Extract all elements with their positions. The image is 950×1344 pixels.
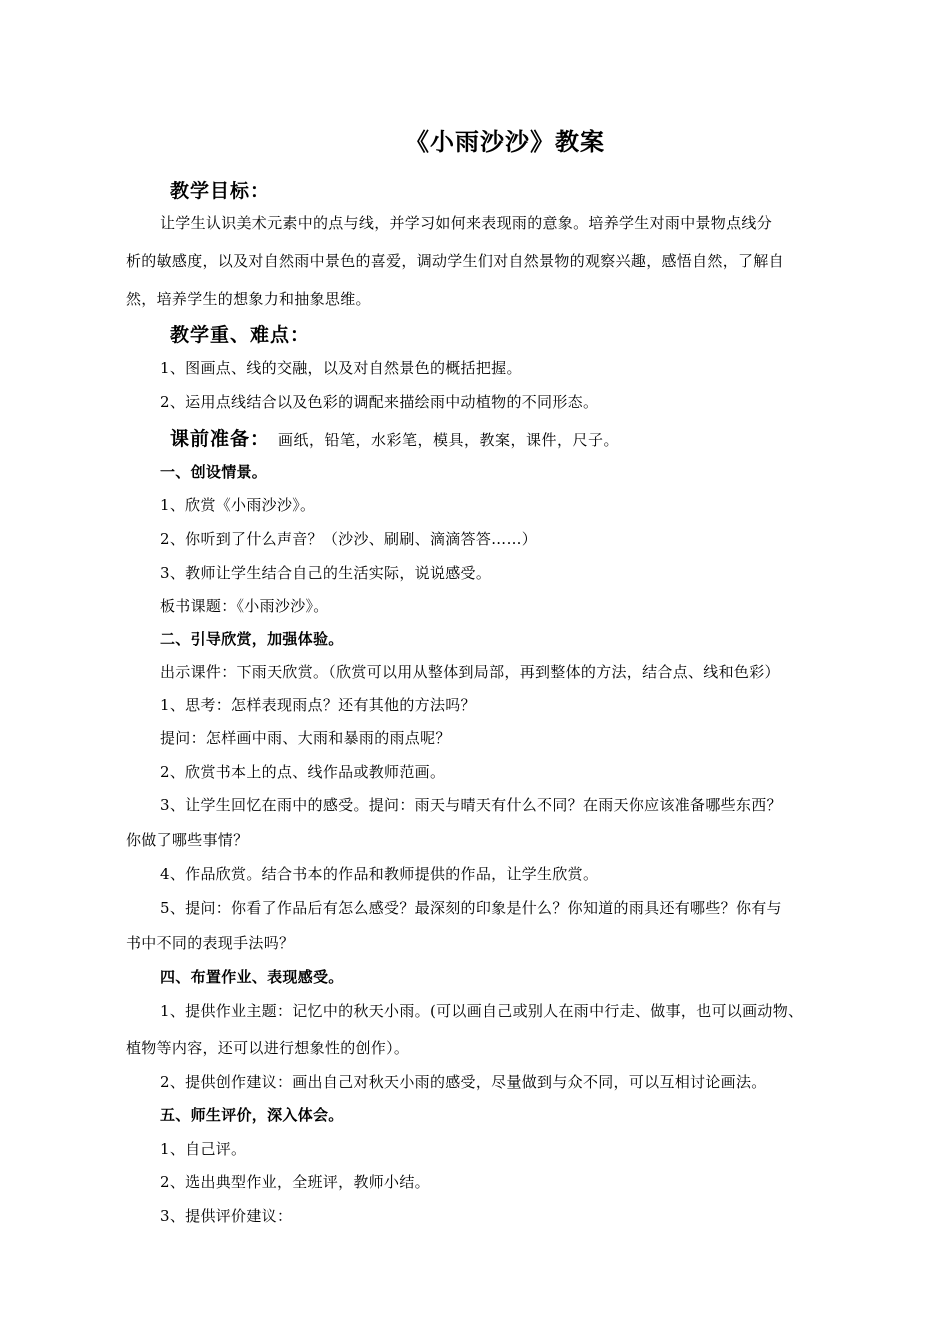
section4-item-2: 植物等内容，还可以进行想象性的创作）。 — [126, 1039, 410, 1057]
section2-item-5: 3、让学生回忆在雨中的感受。提问：雨天与晴天有什么不同？在雨天你应该准备哪些东西？ — [160, 796, 782, 814]
section5-item-1: 1、自己评。 — [160, 1140, 247, 1158]
section1-item-1: 1、欣赏《小雨沙沙》。 — [160, 496, 316, 514]
key-point-2: 2、运用点线结合以及色彩的调配来描绘雨中动植物的不同形态。 — [160, 393, 599, 411]
document-title: 《小雨沙沙》教案 — [405, 127, 605, 156]
objectives-heading: 教学目标： — [170, 180, 271, 202]
section2-item-4: 2、欣赏书本上的点、线作品或教师范画。 — [160, 763, 446, 781]
objectives-line-3: 然，培养学生的想象力和抽象思维。 — [126, 290, 371, 308]
section2-heading: 二、引导欣赏，加强体验。 — [160, 630, 344, 648]
section2-item-9: 书中不同的表现手法吗？ — [126, 934, 295, 952]
section2-item-1: 出示课件：下雨天欣赏。（欣赏可以用从整体到局部，再到整体的方法，结合点、线和色彩） — [160, 663, 780, 681]
section5-item-2: 2、选出典型作业，全班评，教师小结。 — [160, 1173, 430, 1191]
objectives-line-2: 析的敏感度，以及对自然雨中景色的喜爱，调动学生们对自然景物的观察兴趣，感悟自然，了解自 — [126, 252, 784, 270]
section4-item-1: 1、提供作业主题：记忆中的秋天小雨。(可以画自己或别人在雨中行走、做事，也可以画动物、 — [160, 1002, 804, 1020]
preparation-items: 画纸，铅笔，水彩笔，模具，教案，课件，尺子。 — [278, 431, 620, 449]
section2-item-3: 提问：怎样画中雨、大雨和暴雨的雨点呢？ — [160, 729, 451, 747]
key-points-heading: 教学重、难点： — [170, 324, 311, 346]
section1-item-4: 板书课题：《小雨沙沙》。 — [160, 597, 329, 615]
section4-item-3: 2、提供创作建议：画出自己对秋天小雨的感受，尽量做到与众不同，可以互相讨论画法。 — [160, 1073, 767, 1091]
section1-heading: 一、创设情景。 — [160, 463, 268, 481]
section2-item-6: 你做了哪些事情？ — [126, 831, 249, 849]
objectives-line-1: 让学生认识美术元素中的点与线，并学习如何来表现雨的意象。培养学生对雨中景物点线分 — [160, 214, 773, 232]
preparation-row — [170, 424, 619, 451]
section2-item-2: 1、思考：怎样表现雨点？还有其他的方法吗？ — [160, 696, 476, 714]
section4-heading: 四、布置作业、表现感受。 — [160, 968, 344, 986]
section2-item-8: 5、提问：你看了作品后有怎么感受？最深刻的印象是什么？你知道的雨具还有哪些？你有与 — [160, 899, 782, 917]
key-point-1: 1、图画点、线的交融，以及对自然景色的概括把握。 — [160, 359, 522, 377]
section5-item-3: 3、提供评价建议： — [160, 1207, 293, 1225]
section2-item-7: 4、作品欣赏。结合书本的作品和教师提供的作品，让学生欣赏。 — [160, 865, 599, 883]
section5-heading: 五、师生评价，深入体会。 — [160, 1106, 344, 1124]
section1-item-3: 3、教师让学生结合自己的生活实际，说说感受。 — [160, 564, 492, 582]
section1-item-2: 2、你听到了什么声音？（沙沙、刷刷、滴滴答答……） — [160, 530, 538, 548]
preparation-heading: 课前准备： — [170, 428, 271, 450]
